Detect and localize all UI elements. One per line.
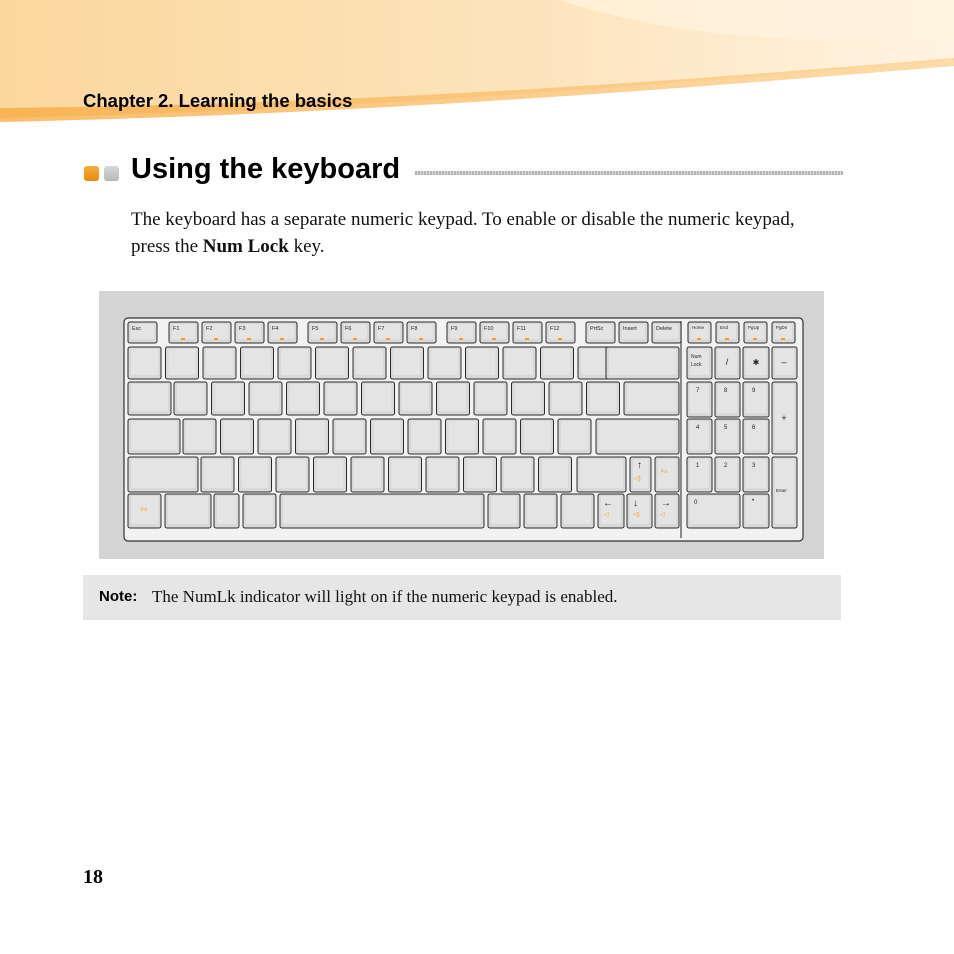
key-face xyxy=(544,349,571,375)
key-face xyxy=(590,384,617,411)
function-key-label: F5 xyxy=(312,326,319,332)
keypad-slash-label: / xyxy=(725,357,729,367)
key-face xyxy=(206,349,233,375)
fn-indicator-icon xyxy=(320,338,324,340)
keypad-star-label: ✱ xyxy=(752,358,760,367)
keypad-enter-label: Enter xyxy=(776,488,787,493)
section-title: Using the keyboard xyxy=(131,153,401,185)
fn-indicator-icon xyxy=(492,338,496,340)
key-face xyxy=(186,421,213,450)
key-face xyxy=(467,459,494,488)
num-lock-label: Lock xyxy=(691,362,702,368)
body-paragraph xyxy=(131,206,831,260)
volume-up-icon: ◁) xyxy=(634,476,641,482)
key-face xyxy=(718,459,737,488)
function-key-label: Insert xyxy=(623,326,637,332)
mute-icon: ◁ xyxy=(604,512,609,518)
keyboard-illustration xyxy=(99,291,824,559)
key-face xyxy=(215,384,242,411)
keypad-digit-label: 6 xyxy=(752,425,756,431)
keypad-nav-label: End xyxy=(720,325,729,330)
right-arrow-icon: → xyxy=(661,498,671,509)
function-key-label: PrtSc xyxy=(590,326,604,332)
fn-indicator-icon xyxy=(725,338,729,340)
function-key-label: F10 xyxy=(484,326,494,332)
key-face xyxy=(552,384,579,411)
volume-down-icon: ◁ xyxy=(660,512,665,518)
key-face xyxy=(290,384,317,411)
fn-indicator-icon xyxy=(353,338,357,340)
key-face xyxy=(299,421,326,450)
fn-indicator-icon xyxy=(459,338,463,340)
key-face xyxy=(283,496,481,524)
fn-indicator-icon xyxy=(525,338,529,340)
keyboard-illustration-panel xyxy=(99,291,824,559)
note-label: Note: xyxy=(99,588,138,605)
key-face xyxy=(217,496,236,524)
keypad-digit-label: 4 xyxy=(696,425,700,431)
key-face xyxy=(746,421,766,450)
fn-indicator-icon xyxy=(280,338,284,340)
keypad-digit-label: 2 xyxy=(724,463,728,469)
keypad-digit-label: 9 xyxy=(752,388,756,394)
key-face xyxy=(394,349,421,375)
key-face xyxy=(718,421,737,450)
fn-indicator-icon xyxy=(419,338,423,340)
key-face xyxy=(542,459,569,488)
header-band xyxy=(0,0,954,135)
key-face xyxy=(169,349,196,375)
key-face xyxy=(261,421,288,450)
key-face xyxy=(242,459,269,488)
function-key-label: F6 xyxy=(345,326,352,332)
key-face xyxy=(486,421,513,450)
function-key-label: Esc xyxy=(132,326,142,332)
key-face xyxy=(402,384,429,411)
key-face xyxy=(469,349,496,375)
function-key-label: F3 xyxy=(239,326,246,332)
function-key-label: F9 xyxy=(451,326,458,332)
fn-indicator-icon xyxy=(386,338,390,340)
key-face xyxy=(515,384,542,411)
key-face xyxy=(246,496,273,524)
fn-indicator-icon xyxy=(214,338,218,340)
key-face xyxy=(317,459,344,488)
keypad-nav-label: Home xyxy=(692,325,705,330)
key-face xyxy=(374,421,401,450)
keypad-digit-label: 5 xyxy=(724,425,728,431)
function-key-label: F1 xyxy=(173,326,180,332)
key-face xyxy=(506,349,533,375)
key-face xyxy=(429,459,456,488)
key-face xyxy=(477,384,504,411)
key-face xyxy=(281,349,308,375)
volume-icon: ◁) xyxy=(633,512,640,518)
keypad-digit-label: 1 xyxy=(696,463,700,469)
key-face xyxy=(252,384,279,411)
key-face xyxy=(609,349,676,375)
key-face xyxy=(131,459,195,488)
key-face xyxy=(244,349,271,375)
down-arrow-icon: ↓ xyxy=(633,498,638,509)
note-box xyxy=(83,575,841,620)
section-bullet-icon xyxy=(104,166,119,181)
function-key-label: F4 xyxy=(272,326,279,332)
key-face xyxy=(411,421,438,450)
key-face xyxy=(131,421,177,450)
function-key-label: F7 xyxy=(378,326,385,332)
key-face xyxy=(365,384,392,411)
key-face xyxy=(491,496,517,524)
key-face xyxy=(449,421,476,450)
section-divider xyxy=(415,171,843,175)
key-face xyxy=(564,496,591,524)
key-face xyxy=(356,349,383,375)
fn-indicator-icon xyxy=(558,338,562,340)
key-face xyxy=(690,421,709,450)
num-lock-label: Num xyxy=(691,354,702,360)
key-face xyxy=(524,421,551,450)
fn-key-label: Fn xyxy=(141,507,148,513)
keypad-minus-label: – xyxy=(781,357,787,367)
body-text-2: key. xyxy=(288,236,325,257)
function-key-label: F8 xyxy=(411,326,418,332)
key-face xyxy=(279,459,306,488)
key-face xyxy=(224,421,251,450)
key-face xyxy=(627,384,676,411)
key-face xyxy=(336,421,363,450)
key-face xyxy=(561,421,588,450)
key-face xyxy=(131,349,158,375)
key-face xyxy=(431,349,458,375)
chapter-heading: Chapter 2. Learning the basics xyxy=(83,90,353,111)
left-arrow-icon: ← xyxy=(603,498,613,509)
function-key-label: F2 xyxy=(206,326,213,332)
key-face xyxy=(131,384,168,411)
key-face xyxy=(690,384,709,413)
keypad-plus-label: + xyxy=(781,413,787,423)
fn-indicator-icon xyxy=(247,338,251,340)
keypad-zero-label: 0 xyxy=(694,500,698,506)
keypad-nav-label: PgUp xyxy=(748,325,760,330)
key-face xyxy=(746,384,766,413)
key-face xyxy=(327,384,354,411)
keypad-digit-label: 3 xyxy=(752,463,756,469)
body-text-1: The keyboard has a separate numeric keypad. To enable or disable the numeric keypad, press the xyxy=(131,209,795,257)
page-number: 18 xyxy=(83,866,103,888)
key-face xyxy=(581,349,608,375)
keypad-digit-label: 8 xyxy=(724,388,728,394)
note-text: The NumLk indicator will light on if the numeric keypad is enabled. xyxy=(152,587,618,606)
num-lock-bold: Num Lock xyxy=(202,236,289,257)
key-face xyxy=(746,459,766,488)
fn-indicator-icon xyxy=(753,338,757,340)
fn-indicator-icon xyxy=(181,338,185,340)
key-face xyxy=(599,421,676,450)
key-face xyxy=(319,349,346,375)
key-face xyxy=(168,496,208,524)
key-face xyxy=(392,459,419,488)
key-face xyxy=(580,459,623,488)
key-face xyxy=(440,384,467,411)
up-arrow-icon: ↑ xyxy=(637,460,642,471)
key-face xyxy=(354,459,381,488)
key-face xyxy=(718,384,737,413)
function-key-label: F12 xyxy=(550,326,560,332)
key-face xyxy=(690,459,709,488)
key-face xyxy=(204,459,231,488)
key-face xyxy=(177,384,204,411)
function-key-label: F11 xyxy=(517,326,527,332)
function-key-label: Delete xyxy=(656,326,672,332)
fn-key-label: Fn xyxy=(661,469,668,475)
section-bullet-icon xyxy=(84,166,99,181)
key-face xyxy=(504,459,531,488)
keypad-dot-label: • xyxy=(752,498,755,504)
fn-indicator-icon xyxy=(781,338,785,340)
keypad-digit-label: 7 xyxy=(696,388,700,394)
key-face xyxy=(746,496,766,524)
fn-indicator-icon xyxy=(697,338,701,340)
key-face xyxy=(527,496,554,524)
keypad-nav-label: PgDn xyxy=(776,325,788,330)
